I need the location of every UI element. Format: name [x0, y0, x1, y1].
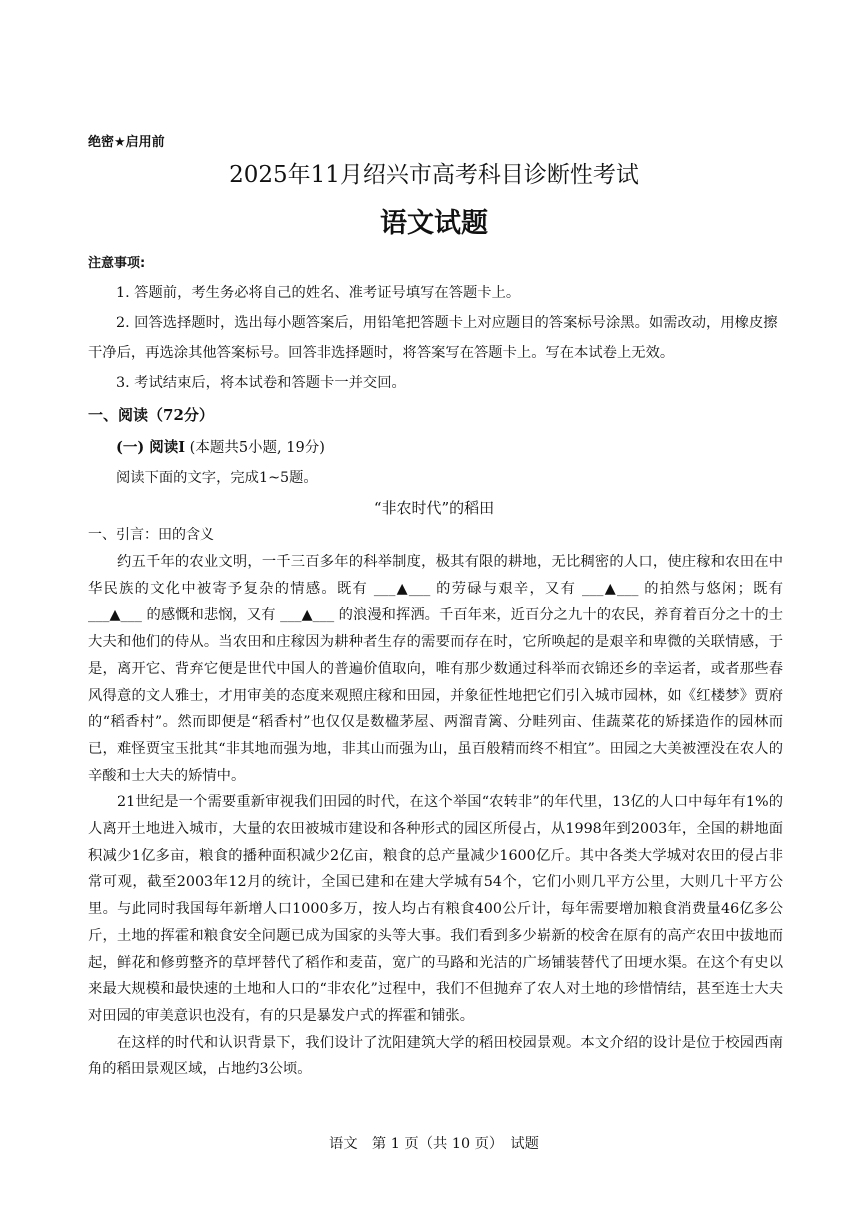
- notes-list: [88, 278, 780, 398]
- reading-instruction: 阅读下面的文字，完成1~5题。: [116, 470, 318, 486]
- subsection-label: (一) 阅读Ⅰ: [116, 439, 186, 456]
- note-item: 2. 回答选择题时，选出每小题答案后，用铅笔把答题卡上对应题目的答案标号涂黑。如需改动，用橡皮擦干净后，再选涂其他答案标号。回答非选择题时，将答案写在答题卡上。写在本试卷上无效。: [88, 315, 778, 361]
- article-body: [88, 549, 783, 1083]
- notes-heading: 注意事项:: [88, 256, 146, 271]
- subsection-heading: [116, 436, 325, 457]
- article-paragraph: 21世纪是一个需要重新审视我们田园的时代，在这个举国“农转非”的年代里，13亿的人口中每年有1%的人离开土地进入城市，大量的农田被城市建设和各种形式的园区所侵占，从1998年到2003年，全国的耕地面积减少1亿多亩，粮食的播种面积减少2亿亩，粮食的总产量减少1600亿斤。其中各类大学城对农田的侵占非常可观，截至2003年12月的统计，全国已建和在建大学城有54个，它们小则几平方公里，大则几十平方公里。与此同时我国每年新增人口1000多万，按人均占有粮食400公斤计，每年需要增加粮食消费量46亿多公斤，土地的挥霍和粮食安全问题已成为国家的头等大事。我们看到多少崭新的校舍在原有的高产农田中拔地而起，鲜花和修剪整齐的草坪替代了稻作和麦苗，宽广的马路和光洁的广场铺装替代了田埂水渠。在这个有史以来最大规模和最快速的土地和人口的“非农化”过程中，我们不但抛弃了农人对土地的珍惜情结，甚至连士大夫对田园的审美意识也没有，有的只是暴发户式的挥霍和铺张。: [88, 794, 783, 1024]
- article-paragraph: 在这样的时代和认识背景下，我们设计了沈阳建筑大学的稻田校园景观。本文介绍的设计是位于校园西南角的稻田景观区域，占地约3公顷。: [88, 1034, 783, 1078]
- article-subheading: 一、引言：田的含义: [88, 527, 214, 543]
- page-footer: 语文 第 1 页（共 10 页） 试题: [329, 1136, 539, 1152]
- article-title: “非农时代”的稻田: [373, 499, 495, 517]
- subsection-note: (本题共5小题, 19分): [189, 440, 325, 456]
- article-paragraph: 约五千年的农业文明，一千三百多年的科举制度，极其有限的耕地，无比稠密的人口，使庄稼和农田在中华民族的文化中被寄予复杂的情感。既有 ___▲___ 的劳碌与艰辛，又有 ___▲___ 的拍然与悠闲；既有 ___▲___ 的感慨和悲悯，又有 ___▲___ 的浪漫和挥洒。千百年来，近百分之九十的农民，养育着百分之十的士大夫和他们的侍从。当农田和庄稼因为耕种者生存的需要而存在时，它所唤起的是艰辛和卑微的关联情感，于是，离开它、背弃它便是世代中国人的普遍价值取向，唯有那少数通过科举而衣锦还乡的幸运者，或者那些春风得意的文人雅士，才用审美的态度来观照庄稼和田园，并象征性地把它们引入城市园林，如《红楼梦》贾府的“稻香村”。然而即便是“稻香村”也仅仅是数楹茅屋、两溜青篱、分畦列亩、佳蔬菜花的矫揉造作的园林而已，难怪贾宝玉批其“非其地而强为地，非其山而强为山，虽百般精而终不相宜”。田园之大美被湮没在农人的辛酸和士大夫的矫情中。: [88, 554, 783, 784]
- confidential-label: 绝密★启用前: [88, 135, 165, 150]
- note-item: 3. 考试结束后，将本试卷和答题卡一并交回。: [116, 375, 406, 391]
- exam-title: 2025年11月绍兴市高考科目诊断性考试: [229, 162, 639, 188]
- note-item: 1. 答题前，考生务必将自己的姓名、准考证号填写在答题卡上。: [116, 285, 521, 301]
- section-heading: 一、阅读（72分）: [88, 406, 214, 424]
- subject-title: 语文试题: [380, 208, 488, 239]
